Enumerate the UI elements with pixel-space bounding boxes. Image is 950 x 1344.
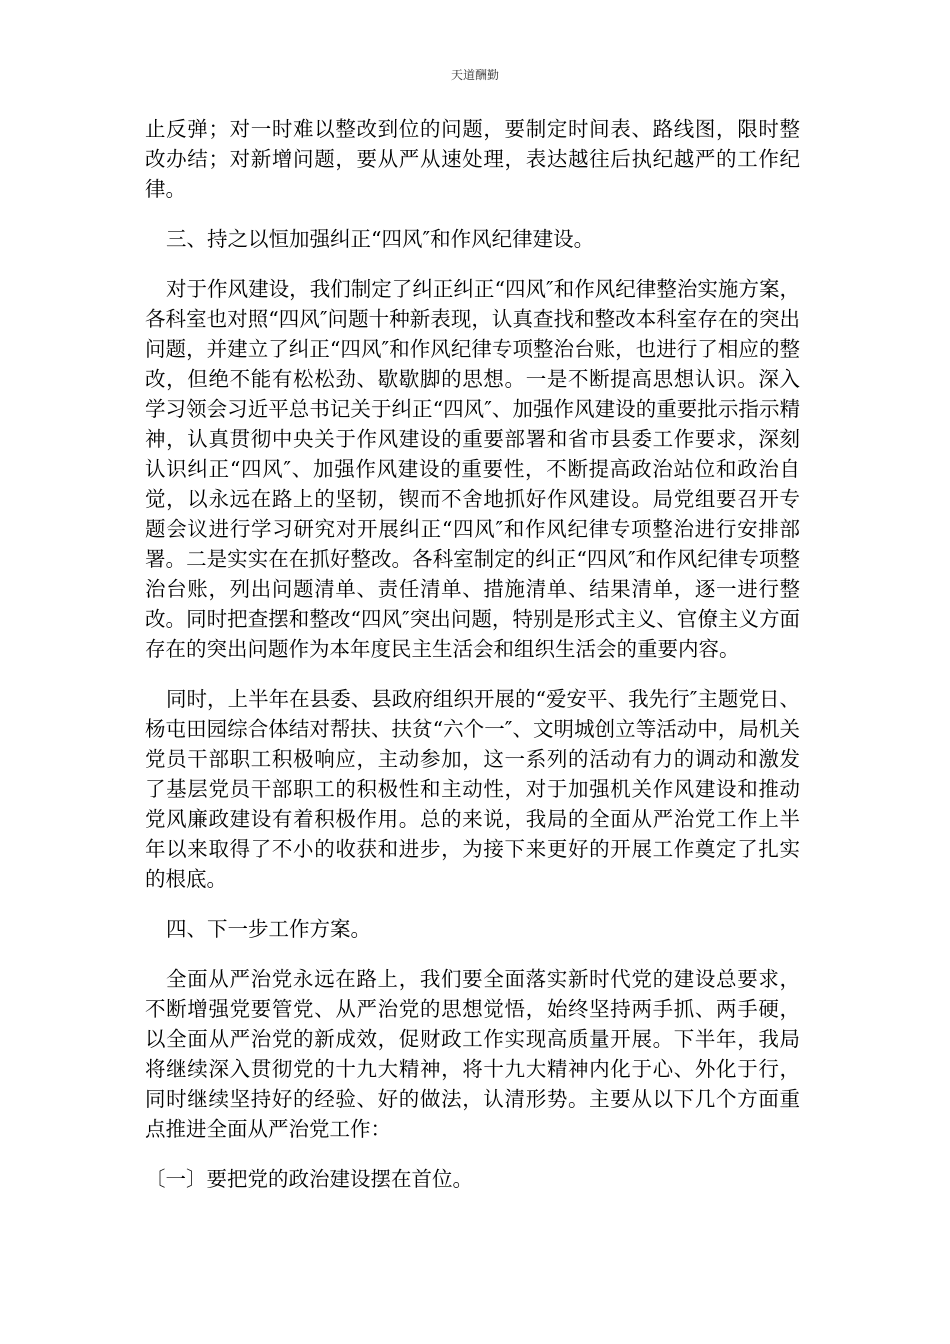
paragraph-next-steps: 全面从严治党永远在路上，我们要全面落实新时代党的建设总要求，不断增强党要管党、从严治党的思想觉悟，始终坚持两手抓、两手硬，以全面从严治党的新成效，促财政工作实现高质量开展。下半年，我局将继续深入贯彻党的十九大精神，将十九大精神内化于心、外化于行，同时继续坚持好的经验、好的做法，认清形势。主要从以下几个方面重点推进全面从严治党工作： bbox=[145, 967, 800, 1141]
section-heading-three: 三、持之以恒加强纠正“四风″和作风纪律建设。 bbox=[166, 227, 595, 251]
paragraph-continuation: 止反弹；对一时难以整改到位的问题，要制定时间表、路线图，限时整改办结；对新增问题，要从严从速处理，表达越往后执纪越严的工作纪律。 bbox=[145, 117, 800, 201]
section-heading-four: 四、下一步工作方案。 bbox=[166, 917, 371, 941]
paragraph-activities: 同时，上半年在县委、县政府组织开展的“爱安平、我先行″主题党日、杨屯田园综合体结对帮扶、扶贫“六个一″、文明城创立等活动中，局机关党员干部职工积极响应，主动参加，这一系列的活动有力的调动和激发了基层党员干部职工的积极性和主动性，对于加强机关作风建设和推动党风廉政建设有着积极作用。总的来说，我局的全面从严治党工作上半年以来取得了不小的收获和进步，为接下来更好的开展工作奠定了扎实的根底。 bbox=[145, 687, 800, 891]
document-body bbox=[145, 114, 800, 1194]
page-header: 天道酬勤 bbox=[450, 68, 499, 82]
paragraph-work-style: 对于作风建设，我们制定了纠正纠正“四风″和作风纪律整治实施方案，各科室也对照“四风″问题十种新表现，认真查找和整改本科室存在的突出问题，并建立了纠正“四风″和作风纪律专项整治台账，也进行了相应的整改，但绝不能有松松劲、歇歇脚的思想。一是不断提高思想认识。深入学习领会习近平总书记关于纠正“四风″、加强作风建设的重要批示指示精神，认真贯彻中央关于作风建设的重要部署和省市县委工作要求，深刻认识纠正“四风″、加强作风建设的重要性，不断提高政治站位和政治自觉，以永远在路上的坚韧，锲而不舍地抓好作风建设。局党组要召开专题会议进行学习研究对开展纠正“四风″和作风纪律专项整治进行安排部署。二是实实在在抓好整改。各科室制定的纠正“四风″和作风纪律专项整治台账，列出问题清单、责任清单、措施清单、结果清单，逐一进行整改。同时把查摆和整改“四风″突出问题，特别是形式主义、官僚主义方面存在的突出问题作为本年度民主生活会和组织生活会的重要内容。 bbox=[145, 277, 800, 661]
subheading-one: 〔一〕要把党的政治建设摆在首位。 bbox=[145, 1167, 473, 1191]
